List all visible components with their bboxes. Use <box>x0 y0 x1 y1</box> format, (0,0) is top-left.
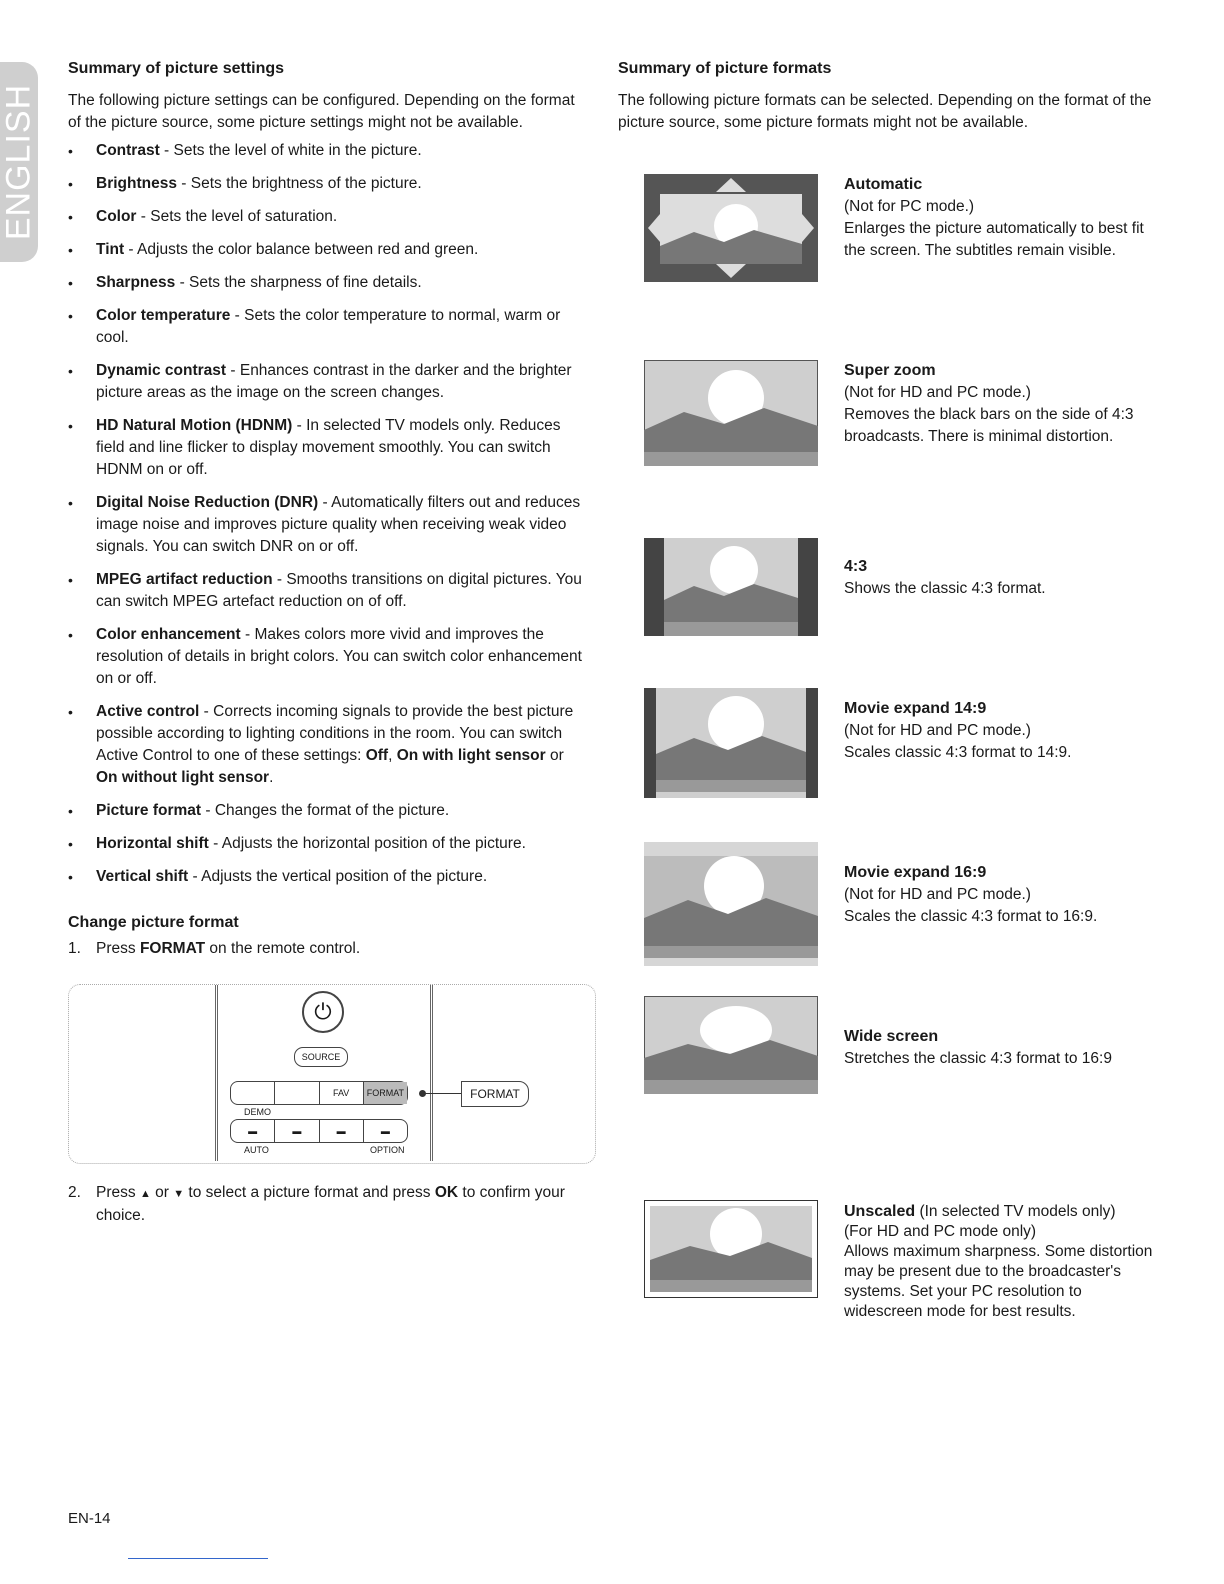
setting-item: • Color temperature - Sets the color temperature to normal, warm or cool. <box>68 305 588 349</box>
setting-item: • Vertical shift - Adjusts the vertical position of the picture. <box>68 866 588 888</box>
remote-blank-button <box>275 1082 319 1104</box>
format-button: FORMAT <box>364 1082 407 1104</box>
language-tab <box>0 62 38 262</box>
up-arrow-icon: ▲ <box>139 1188 151 1200</box>
setting-item: • Contrast - Sets the level of white in the picture. <box>68 140 588 162</box>
remote-button-row-2: ▬ ▬ ▬ ▬ <box>230 1119 408 1143</box>
footer-rule <box>128 1558 268 1559</box>
remote-button-row-1 <box>230 1081 408 1105</box>
remote-body <box>215 985 433 1161</box>
setting-item: • Digital Noise Reduction (DNR) - Automatically filters out and reduces image noise and improves picture quality when receiving weak video signals. You can switch DNR on or off. <box>68 492 588 558</box>
format-title: Automatic <box>844 176 923 193</box>
format-title: Unscaled <box>844 1203 916 1220</box>
format-callout: FORMAT <box>461 1081 529 1107</box>
left-column <box>68 60 588 1227</box>
auto-label: AUTO <box>244 1145 269 1155</box>
super-zoom-thumbnail-icon <box>644 360 818 466</box>
setting-item: • Sharpness - Sets the sharpness of fine details. <box>68 272 588 294</box>
wide-screen-thumbnail-icon <box>644 996 818 1094</box>
step-1: 1. Press FORMAT on the remote control. <box>68 940 361 957</box>
step-2: 2. Press ▲ or ▼ to select a picture format and press OK to confirm your choice. <box>68 1184 565 1224</box>
setting-item: • HD Natural Motion (HDNM) - In selected TV models only. Reduces field and line flicker to display movement smoothly. You can switch HDNM on or off. <box>68 415 588 481</box>
movie-expand-14-9-thumbnail-icon <box>644 688 818 798</box>
source-button: SOURCE <box>294 1047 348 1067</box>
option-label: OPTION <box>370 1145 405 1155</box>
power-icon: ⏻ <box>302 991 344 1033</box>
callout-line <box>423 1093 461 1094</box>
format-title: Super zoom <box>844 362 936 379</box>
unscaled-thumbnail-icon <box>644 1200 818 1298</box>
formats-intro: The following picture formats can be selected. Depending on the format of the picture source, some picture formats might not be available. <box>618 92 1152 131</box>
format-title: Movie expand 16:9 <box>844 864 987 881</box>
page-number: EN-14 <box>68 1510 111 1527</box>
settings-list <box>68 140 588 888</box>
language-tab-label: ENGLISH <box>0 83 38 241</box>
settings-heading: Summary of picture settings <box>68 60 285 77</box>
setting-item: • Brightness - Sets the brightness of the picture. <box>68 173 588 195</box>
right-column <box>618 60 1178 140</box>
fav-button: FAV <box>320 1082 364 1104</box>
movie-expand-16-9-thumbnail-icon <box>644 842 818 966</box>
setting-item: • Color - Sets the level of saturation. <box>68 206 588 228</box>
down-arrow-icon: ▼ <box>173 1188 185 1200</box>
four-three-thumbnail-icon <box>644 538 818 636</box>
remote-blank-button <box>231 1082 275 1104</box>
setting-item: • Horizontal shift - Adjusts the horizontal position of the picture. <box>68 833 588 855</box>
format-title: 4:3 <box>844 558 868 575</box>
setting-item: • Picture format - Changes the format of the picture. <box>68 800 588 822</box>
formats-heading: Summary of picture formats <box>618 60 832 77</box>
setting-item: • Tint - Adjusts the color balance between red and green. <box>68 239 588 261</box>
setting-item: • Active control - Corrects incoming signals to provide the best picture possible according to lighting conditions in the room. You can switch Active Control to one of these settings: Off, On with light sensor or On without light sensor. <box>68 701 588 789</box>
demo-label: DEMO <box>244 1107 271 1117</box>
setting-item: • Dynamic contrast - Enhances contrast in the darker and the brighter picture areas as the image on the screen changes. <box>68 360 588 404</box>
automatic-thumbnail-icon <box>644 174 818 282</box>
format-title: Wide screen <box>844 1028 939 1045</box>
format-title: Movie expand 14:9 <box>844 700 987 717</box>
change-format-heading: Change picture format <box>68 914 239 931</box>
setting-item: • MPEG artifact reduction - Smooths transitions on digital pictures. You can switch MPEG artefact reduction on of off. <box>68 569 588 613</box>
remote-illustration <box>68 984 596 1164</box>
setting-item: • Color enhancement - Makes colors more vivid and improves the resolution of details in bright colors. You can switch color enhancement on or off. <box>68 624 588 690</box>
settings-intro: The following picture settings can be configured. Depending on the format of the picture source, some picture settings might not be available. <box>68 92 575 131</box>
